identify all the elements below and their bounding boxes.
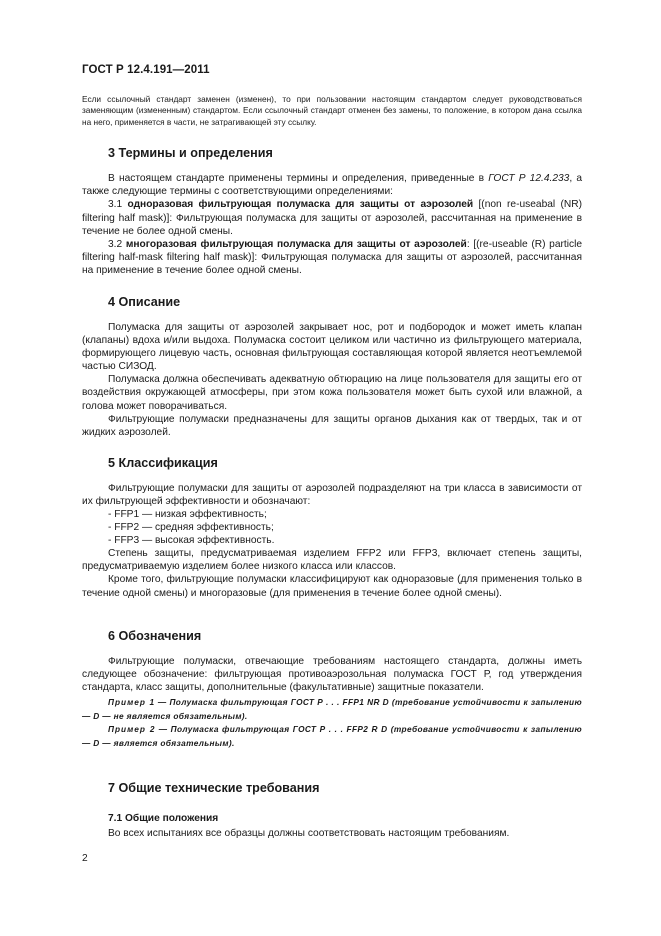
gost-reference: ГОСТ Р 12.4.233 <box>488 173 570 185</box>
term-3-1-name: одноразовая фильтрующая полумаска для защиты от аэрозолей <box>127 199 474 211</box>
section-3-paragraph-1 <box>82 172 582 198</box>
section-6-paragraph-1: Фильтрующие полумаски, отвечающие требованиям настоящего стандарта, должны иметь следующее обозначение: фильтрующая противоаэрозольная полумаска ГОСТ Р, год утверждения стандарта, класс защиты, дополнительные (факультативные) защитные показатели. <box>82 655 582 693</box>
term-3-1-number: 3.1 <box>108 199 128 211</box>
term-3-1-definition: [(non re-useabal (NR) filtering half mask)]: Фильтрующая полумаска для защиты от аэрозолей, рассчитанная на применение в течение не более одной смены. <box>82 199 582 237</box>
section-3-p1-text-a: В настоящем стандарте применены термины и определения, приведенные в <box>108 173 489 185</box>
section-5-title: 5 Классификация <box>108 455 218 470</box>
page-content <box>82 94 582 840</box>
example-2 <box>82 723 582 750</box>
section-4-paragraph-1: Полумаска для защиты от аэрозолей закрывает нос, рот и подбородок и может иметь клапан (клапаны) вдоха и/или выдоха. Полумаска состоит целиком или частично из фильтрующего материала, формирующего лицевую часть, основная фильтрующая составляющая которой является неотъемлемой частью СИЗОД. <box>82 321 582 373</box>
section-5-paragraph-3: Кроме того, фильтрующие полумаски классифицируют как одноразовые (для применения только в течение одной смены) и многоразовые (для применения в течение более одной смены). <box>82 574 582 599</box>
standard-header: ГОСТ Р 12.4.191—2011 <box>82 64 210 76</box>
section-4-title: 4 Описание <box>108 294 181 309</box>
term-3-2 <box>82 238 582 277</box>
section-7-title: 7 Общие технические требования <box>108 781 320 796</box>
section-7-paragraph-1: Во всех испытаниях все образцы должны соответствовать настоящим требованиям. <box>108 828 510 840</box>
list-item-ffp2: - FFP2 — средняя эффективность; <box>108 522 274 534</box>
example-1-text: — Полумаска фильтрующая ГОСТ Р . . . FFP1 NR D (требование устойчивости к запылению — D — не является обязательным). <box>82 696 582 721</box>
term-3-1 <box>82 198 582 237</box>
section-5-paragraph-1: Фильтрующие полумаски для защиты от аэрозолей подразделяют на три класса в зависимости от их фильтрующей эффективности и обозначают: <box>82 482 582 507</box>
term-3-2-name: многоразовая фильтрующая полумаска для защиты от аэрозолей <box>125 238 467 250</box>
term-3-2-number: 3.2 <box>108 238 126 250</box>
example-1 <box>82 696 582 723</box>
section-6-title: 6 Обозначения <box>108 628 202 643</box>
section-4-paragraph-3: Фильтрующие полумаски предназначены для защиты органов дыхания как от твердых, так и от жидких аэрозолей. <box>82 413 582 438</box>
list-item-ffp3: - FFP3 — высокая эффективность. <box>108 535 275 547</box>
example-2-label: Пример 2 <box>108 724 156 735</box>
section-4-paragraph-2: Полумаска должна обеспечивать адекватную обтюрацию на лице пользователя для защиты его от воздействия окружающей атмосферы, при этом кожа пользователя может быть сухой или влажной, а голова может поворачиваться. <box>82 374 582 412</box>
page-number: 2 <box>82 853 88 864</box>
example-2-text: — Полумаска фильтрующая ГОСТ Р . . . FFP2 R D (требование устойчивости к запылению — D — является обязательным). <box>82 724 582 748</box>
subsection-7-1-title: 7.1 Общие положения <box>108 813 219 825</box>
section-5-paragraph-2: Степень защиты, предусматриваемая изделием FFP2 или FFP3, включает степень защиты, предусматриваемую изделием более низкого класса или классов. <box>82 548 582 573</box>
list-item-ffp1: - FFP1 — низкая эффективность; <box>108 509 267 520</box>
section-3-p1-text-b: , а также следующие термины с соответствующими определениями: <box>82 173 582 198</box>
term-3-2-definition: : [(re-useable (R) particle filtering half-mask filtering half mask)]: Фильтрующая полумаска для защиты от аэрозолей, рассчитанная на применение в течение более одной смены. <box>82 238 582 276</box>
intro-paragraph: Если ссылочный стандарт заменен (изменен), то при пользовании настоящим стандартом следует руководствоваться заменяющим (измененным) стандартом. Если ссылочный стандарт отменен без замены, то положение, в котором дана ссылка на него, применяется в части, не затрагивающей эту ссылку. <box>82 94 582 127</box>
example-1-label: Пример 1 <box>108 696 156 707</box>
section-3-title: 3 Термины и определения <box>108 146 273 161</box>
